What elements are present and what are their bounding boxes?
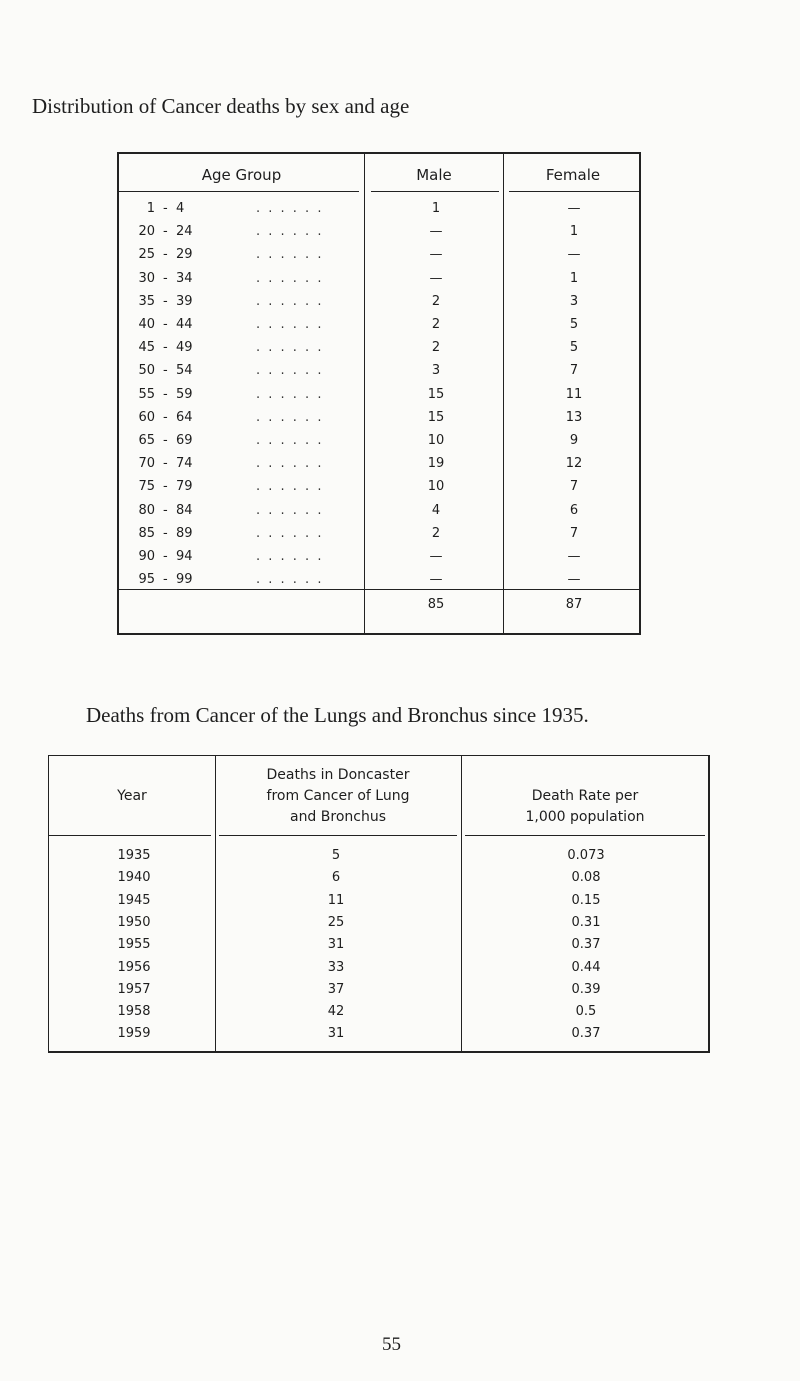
header-deaths-line: and Bronchus bbox=[289, 809, 387, 825]
deaths-cell: 31 bbox=[327, 937, 345, 953]
age-to: 44 bbox=[176, 317, 193, 332]
leader-dots: . . . . . . bbox=[256, 572, 324, 588]
female-count: 5 bbox=[569, 340, 579, 356]
cancer-deaths-by-sex-age-table bbox=[117, 152, 641, 635]
age-range-dash: - bbox=[163, 502, 168, 518]
rate-cell: 0.08 bbox=[571, 870, 601, 886]
male-count: 1 bbox=[431, 201, 441, 216]
male-count: 10 bbox=[427, 479, 445, 495]
age-to: 59 bbox=[176, 386, 193, 402]
table-row bbox=[119, 433, 639, 456]
table1-header-rule bbox=[509, 191, 639, 192]
lung-cancer-deaths-table bbox=[48, 755, 710, 1053]
table-row bbox=[49, 982, 708, 1004]
leader-dots: . . . . . . bbox=[256, 317, 324, 332]
female-count: 12 bbox=[565, 456, 583, 472]
header-deaths-line: Deaths in Doncaster bbox=[266, 767, 410, 783]
leader-dots: . . . . . . bbox=[256, 502, 324, 518]
header-male: Male bbox=[416, 166, 452, 184]
age-to: 29 bbox=[176, 247, 193, 263]
table2-header-rule bbox=[219, 835, 457, 836]
header-deaths bbox=[215, 765, 461, 828]
male-count: 15 bbox=[427, 409, 445, 425]
leader-dots: . . . . . . bbox=[256, 270, 324, 286]
male-count: — bbox=[429, 549, 443, 564]
female-count: 1 bbox=[569, 270, 579, 286]
age-from: 95 bbox=[138, 572, 155, 588]
age-range-dash: - bbox=[163, 572, 168, 588]
table2-header-rule bbox=[465, 835, 705, 836]
table-row bbox=[119, 224, 639, 247]
female-count: 7 bbox=[569, 363, 579, 379]
female-count: 9 bbox=[569, 433, 579, 448]
male-count: 4 bbox=[431, 502, 441, 518]
age-from: 1 bbox=[146, 201, 155, 216]
year-cell: 1955 bbox=[117, 937, 151, 953]
leader-dots: . . . . . . bbox=[256, 201, 324, 216]
table-row bbox=[49, 960, 708, 982]
table-row bbox=[119, 247, 639, 270]
age-range-dash: - bbox=[163, 549, 168, 564]
age-to: 69 bbox=[176, 433, 193, 448]
table-row bbox=[119, 201, 639, 224]
age-to: 34 bbox=[176, 270, 193, 286]
leader-dots: . . . . . . bbox=[256, 340, 324, 356]
male-count: 10 bbox=[427, 433, 445, 448]
header-deaths-line: from Cancer of Lung bbox=[266, 788, 410, 804]
leader-dots: . . . . . . bbox=[256, 525, 324, 541]
age-from: 55 bbox=[138, 386, 155, 402]
table-row bbox=[119, 340, 639, 363]
rate-cell: 0.31 bbox=[571, 914, 601, 930]
age-from: 25 bbox=[138, 247, 155, 263]
leader-dots: . . . . . . bbox=[256, 224, 324, 240]
age-range-dash: - bbox=[163, 293, 168, 309]
rate-cell: 0.39 bbox=[571, 981, 601, 997]
age-from: 30 bbox=[138, 270, 155, 286]
age-to: 49 bbox=[176, 340, 193, 356]
male-count: 15 bbox=[427, 386, 445, 402]
age-from: 75 bbox=[138, 479, 155, 495]
deaths-cell: 6 bbox=[331, 870, 341, 886]
male-count: 2 bbox=[431, 317, 441, 332]
deaths-cell: 25 bbox=[327, 914, 345, 930]
table1-header-rule bbox=[119, 191, 359, 192]
table-row bbox=[49, 915, 708, 937]
age-from: 20 bbox=[138, 224, 155, 240]
leader-dots: . . . . . . bbox=[256, 433, 324, 448]
deaths-cell: 11 bbox=[327, 892, 345, 908]
female-count: 5 bbox=[569, 317, 579, 332]
table-row bbox=[119, 479, 639, 502]
age-from: 80 bbox=[138, 502, 155, 518]
age-range-dash: - bbox=[163, 247, 168, 263]
total-female: 87 bbox=[565, 597, 583, 612]
table-row bbox=[119, 294, 639, 317]
age-from: 50 bbox=[138, 363, 155, 379]
deaths-cell: 37 bbox=[327, 981, 345, 997]
table-row bbox=[119, 271, 639, 294]
rate-cell: 0.15 bbox=[571, 892, 601, 908]
female-count: — bbox=[567, 201, 581, 216]
female-count: 13 bbox=[565, 409, 583, 425]
rate-cell: 0.5 bbox=[575, 1004, 597, 1020]
year-cell: 1940 bbox=[117, 870, 151, 886]
age-to: 54 bbox=[176, 363, 193, 379]
table-row bbox=[119, 363, 639, 386]
age-to: 99 bbox=[176, 572, 193, 588]
leader-dots: . . . . . . bbox=[256, 456, 324, 472]
age-from: 85 bbox=[138, 525, 155, 541]
female-count: 6 bbox=[569, 502, 579, 518]
leader-dots: . . . . . . bbox=[256, 549, 324, 564]
table-row bbox=[49, 870, 708, 892]
table-row bbox=[119, 317, 639, 340]
leader-dots: . . . . . . bbox=[256, 293, 324, 309]
table-row bbox=[119, 387, 639, 410]
table-row bbox=[119, 410, 639, 433]
age-to: 94 bbox=[176, 549, 193, 564]
total-male: 85 bbox=[427, 597, 445, 612]
leader-dots: . . . . . . bbox=[256, 386, 324, 402]
table-row bbox=[119, 456, 639, 479]
female-count: 7 bbox=[569, 525, 579, 541]
age-range-dash: - bbox=[163, 456, 168, 472]
year-cell: 1935 bbox=[117, 848, 151, 863]
table-row bbox=[49, 1026, 708, 1048]
header-death-rate bbox=[461, 786, 709, 828]
age-range-dash: - bbox=[163, 340, 168, 356]
year-cell: 1957 bbox=[117, 981, 151, 997]
year-cell: 1959 bbox=[117, 1026, 151, 1042]
age-range-dash: - bbox=[163, 409, 168, 425]
age-from: 40 bbox=[138, 317, 155, 332]
female-count: — bbox=[567, 247, 581, 263]
age-to: 4 bbox=[176, 201, 185, 216]
male-count: 3 bbox=[431, 363, 441, 379]
age-range-dash: - bbox=[163, 433, 168, 448]
female-count: 1 bbox=[569, 224, 579, 240]
deaths-cell: 5 bbox=[331, 848, 341, 863]
table1-title: Distribution of Cancer deaths by sex and age bbox=[32, 94, 410, 118]
age-from: 90 bbox=[138, 549, 155, 564]
age-to: 39 bbox=[176, 293, 193, 309]
age-from: 60 bbox=[138, 409, 155, 425]
male-count: — bbox=[429, 270, 443, 286]
table-row bbox=[119, 549, 639, 572]
leader-dots: . . . . . . bbox=[256, 247, 324, 263]
age-range-dash: - bbox=[163, 270, 168, 286]
rate-cell: 0.44 bbox=[571, 959, 601, 975]
table-row bbox=[49, 893, 708, 915]
year-cell: 1945 bbox=[117, 892, 151, 908]
header-year: Year bbox=[117, 788, 147, 804]
table2-header-rule bbox=[49, 835, 211, 836]
age-to: 89 bbox=[176, 525, 193, 541]
age-range-dash: - bbox=[163, 224, 168, 240]
table-row bbox=[49, 848, 708, 870]
leader-dots: . . . . . . bbox=[256, 409, 324, 425]
female-count: — bbox=[567, 549, 581, 564]
deaths-cell: 33 bbox=[327, 959, 345, 975]
age-to: 64 bbox=[176, 409, 193, 425]
age-to: 84 bbox=[176, 502, 193, 518]
age-range-dash: - bbox=[163, 525, 168, 541]
rate-cell: 0.37 bbox=[571, 1026, 601, 1042]
deaths-cell: 31 bbox=[327, 1026, 345, 1042]
male-count: 2 bbox=[431, 525, 441, 541]
table-row bbox=[119, 503, 639, 526]
page-number: 55 bbox=[382, 1334, 401, 1355]
age-to: 74 bbox=[176, 456, 193, 472]
age-from: 70 bbox=[138, 456, 155, 472]
male-count: — bbox=[429, 247, 443, 263]
age-range-dash: - bbox=[163, 317, 168, 332]
year-cell: 1958 bbox=[117, 1004, 151, 1020]
deaths-cell: 42 bbox=[327, 1004, 345, 1020]
female-count: 3 bbox=[569, 293, 579, 309]
age-to: 79 bbox=[176, 479, 193, 495]
leader-dots: . . . . . . bbox=[256, 363, 324, 379]
table-row bbox=[119, 526, 639, 549]
age-range-dash: - bbox=[163, 479, 168, 495]
leader-dots: . . . . . . bbox=[256, 479, 324, 495]
male-count: — bbox=[429, 224, 443, 240]
header-female: Female bbox=[545, 166, 601, 184]
rate-cell: 0.073 bbox=[567, 848, 605, 863]
year-cell: 1950 bbox=[117, 914, 151, 930]
female-count: — bbox=[567, 572, 581, 588]
table-row bbox=[49, 937, 708, 959]
table2-title: Deaths from Cancer of the Lungs and Bronchus since 1935. bbox=[86, 703, 589, 727]
female-count: 11 bbox=[565, 386, 583, 402]
age-range-dash: - bbox=[163, 386, 168, 402]
female-count: 7 bbox=[569, 479, 579, 495]
header-rate-line: Death Rate per bbox=[531, 788, 639, 804]
table-row bbox=[49, 1004, 708, 1026]
male-count: 19 bbox=[427, 456, 445, 472]
table1-header-rule bbox=[371, 191, 499, 192]
header-age-group: Age Group bbox=[201, 166, 282, 184]
male-count: — bbox=[429, 572, 443, 588]
age-range-dash: - bbox=[163, 363, 168, 379]
age-from: 45 bbox=[138, 340, 155, 356]
male-count: 2 bbox=[431, 293, 441, 309]
age-range-dash: - bbox=[163, 201, 168, 216]
age-from: 35 bbox=[138, 293, 155, 309]
age-to: 24 bbox=[176, 224, 193, 240]
male-count: 2 bbox=[431, 340, 441, 356]
age-from: 65 bbox=[138, 433, 155, 448]
year-cell: 1956 bbox=[117, 959, 151, 975]
header-rate-line: 1,000 population bbox=[525, 809, 645, 825]
rate-cell: 0.37 bbox=[571, 937, 601, 953]
table-row bbox=[119, 572, 639, 595]
